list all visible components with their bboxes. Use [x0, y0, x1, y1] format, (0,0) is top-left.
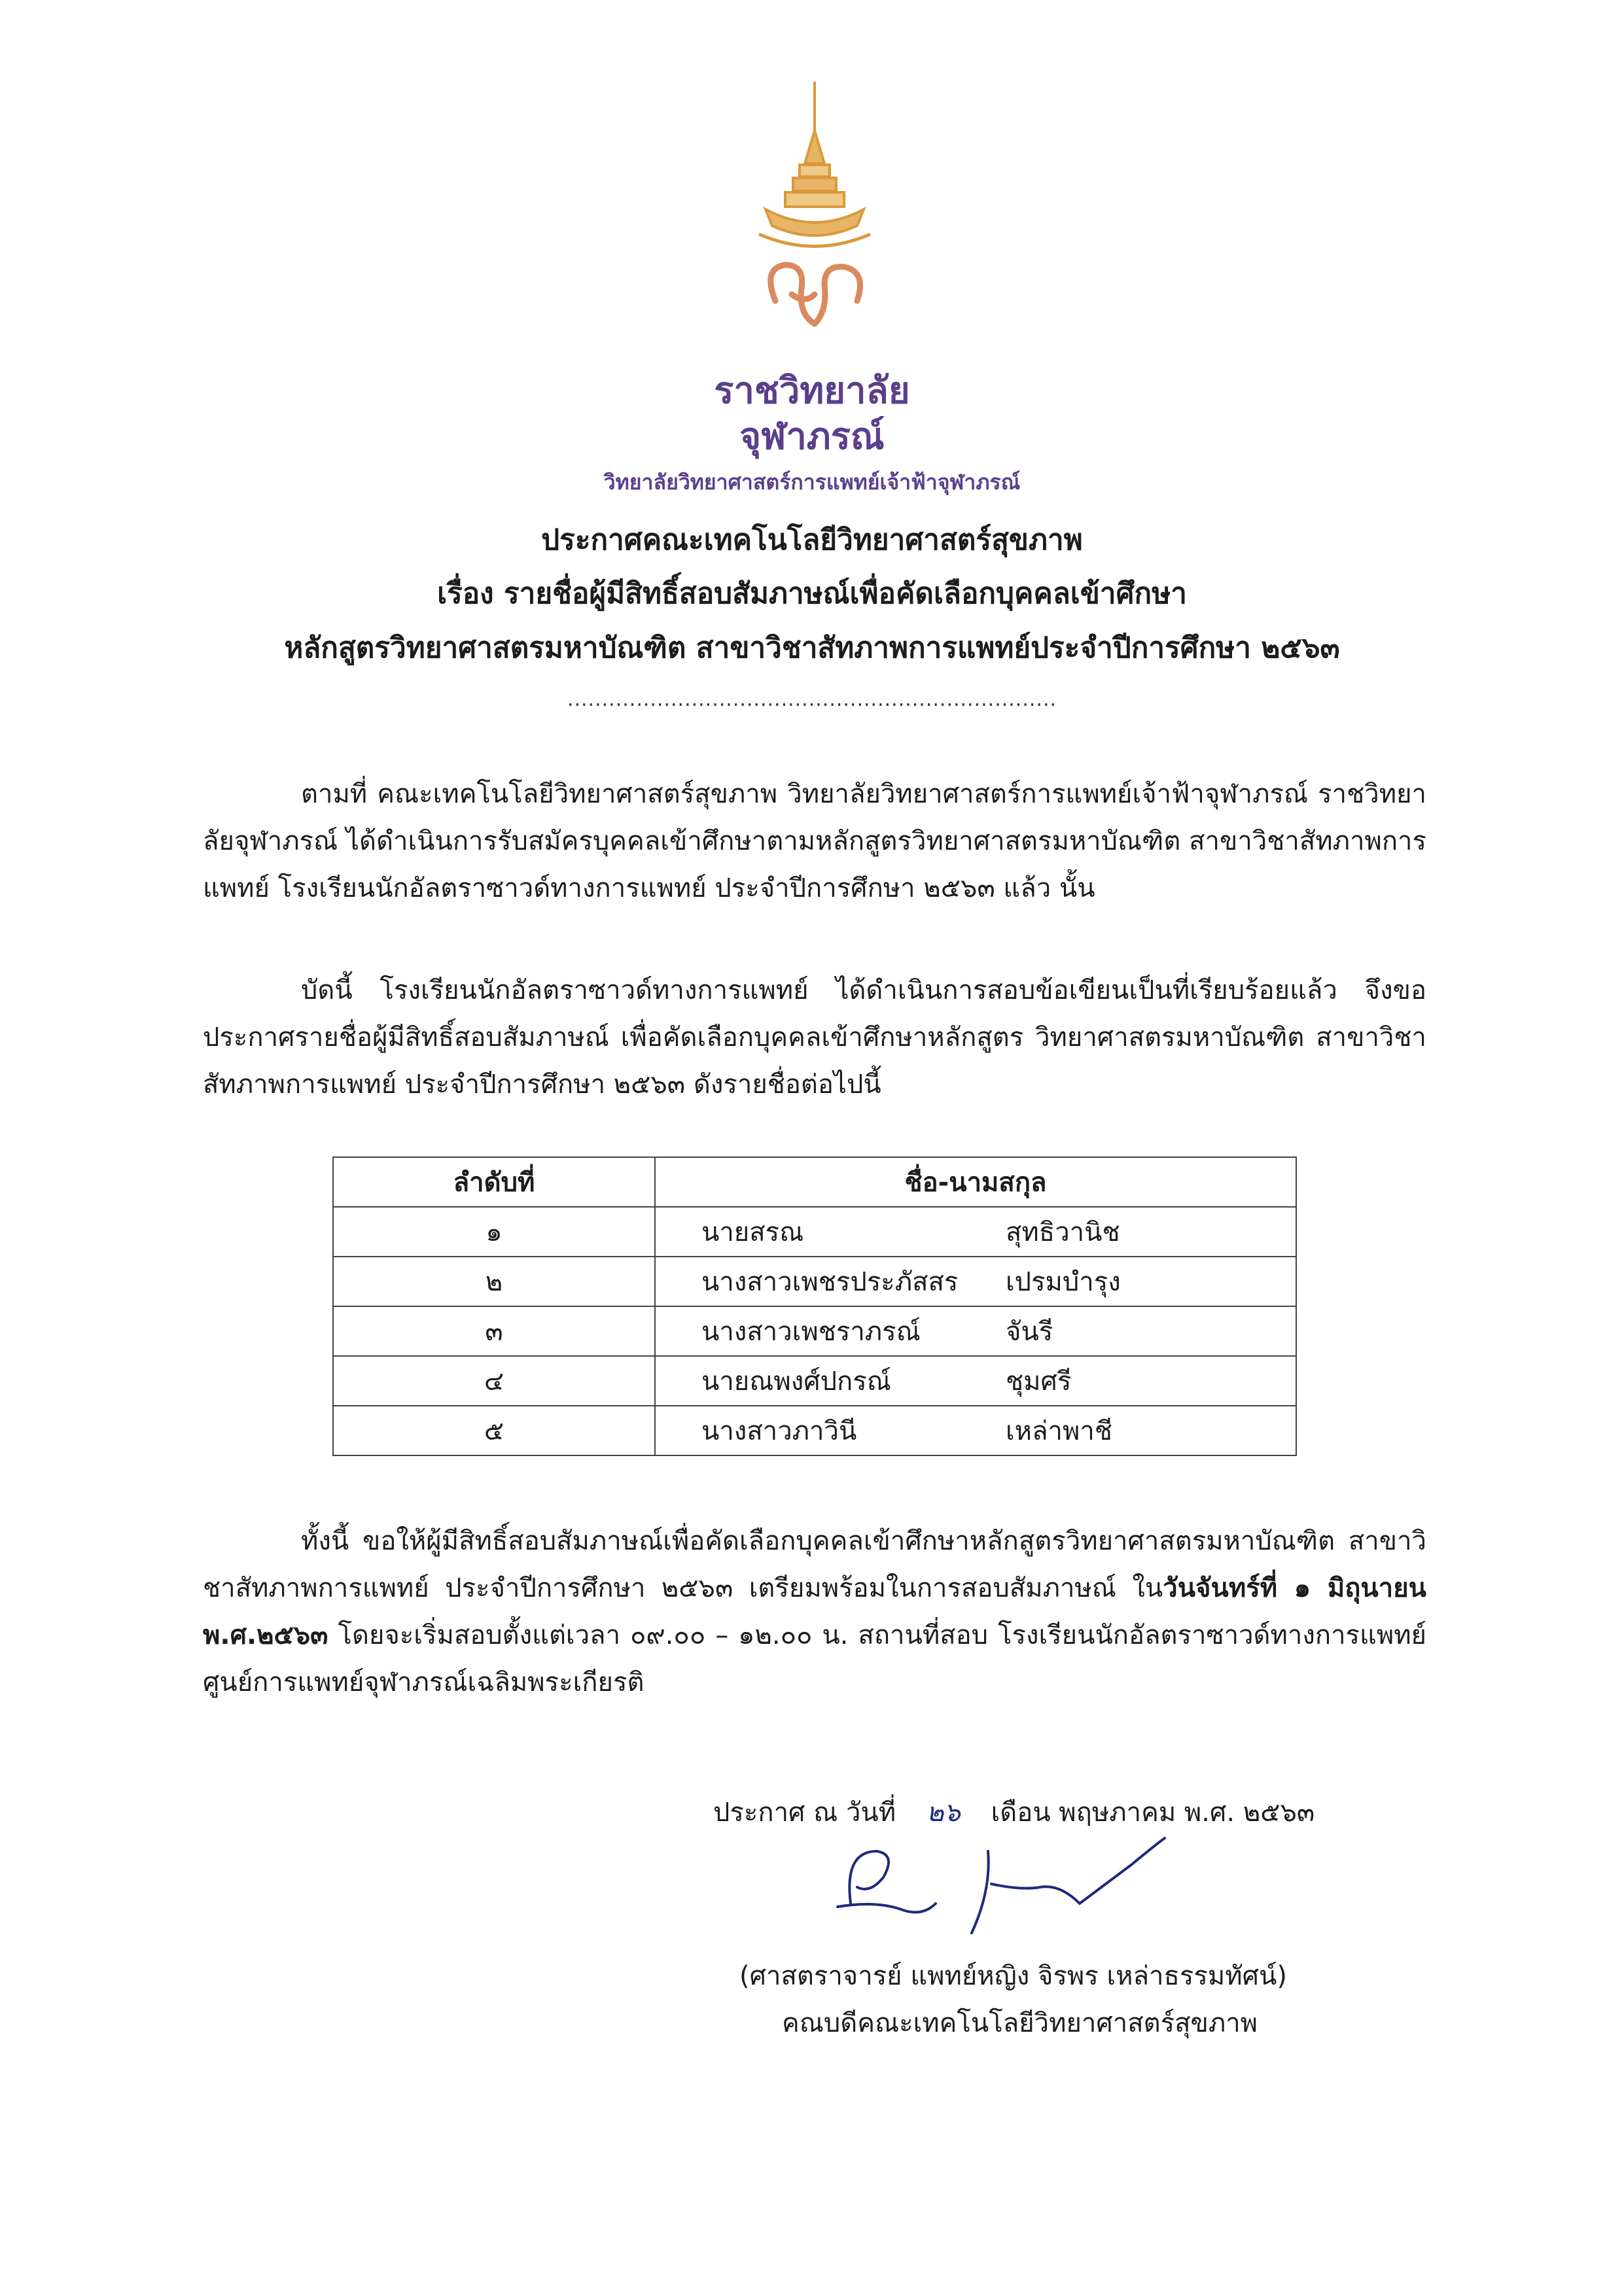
paragraph-instructions	[203, 1518, 1426, 1706]
first-name: นางสาวเพชราภรณ์	[701, 1317, 921, 1347]
row-number: ๓	[333, 1306, 655, 1356]
announcement-program: หลักสูตรวิทยาศาสตรมหาบัณฑิต สาขาวิชาสัทภาพการแพทย์ประจำปีการศึกษา ๒๕๖๓	[284, 631, 1340, 665]
last-name: เหล่าพาชี	[1006, 1416, 1112, 1446]
announcement-subject: เรื่อง รายชื่อผู้มีสิทธิ์สอบสัมภาษณ์เพื่อคัดเลือกบุคคลเข้าศึกษา	[437, 577, 1187, 610]
announce-suffix: เดือน พฤษภาคม พ.ศ. ๒๕๖๓	[991, 1798, 1315, 1828]
row-name	[655, 1306, 1296, 1356]
signer-position: คณบดีคณะเทคโนโลยีวิทยาศาสตร์สุขภาพ	[782, 2008, 1258, 2038]
candidate-table	[332, 1157, 1297, 1456]
paragraph-background: ตามที่ คณะเทคโนโลยีวิทยาศาสตร์สุขภาพ วิทยาลัยวิทยาศาสตร์การแพทย์เจ้าฟ้าจุฬาภรณ์ ราชวิทยาลัยจุฬาภรณ์ ได้ดำเนินการรับสมัครบุคคลเข้าศึกษาตามหลักสูตรวิทยาศาสตรมหาบัณฑิต สาขาวิชาสัทภาพการแพทย์ โรงเรียนนักอัลตราซาวด์ทางการแพทย์ ประจำปีการศึกษา ๒๕๖๓ แล้ว นั้น	[203, 779, 1426, 903]
row-name	[655, 1406, 1296, 1455]
table-row	[333, 1207, 1296, 1257]
last-name: จันรี	[1006, 1317, 1053, 1347]
royal-crown-emblem-icon	[752, 78, 877, 340]
last-name: ชุมศรี	[1006, 1366, 1072, 1397]
handwritten-signature	[824, 1825, 1217, 1949]
announce-prefix: ประกาศ ณ วันที่	[713, 1798, 896, 1828]
announce-day: ๒๖	[926, 1798, 961, 1828]
paragraph-announcement: บัดนี้ โรงเรียนนักอัลตราซาวด์ทางการแพทย์ ได้ดำเนินการสอบข้อเขียนเป็นที่เรียบร้อยแล้ว จึงขอประกาศรายชื่อผู้มีสิทธิ์สอบสัมภาษณ์ เพื่อคัดเลือกบุคคลเข้าศึกษาหลักสูตร วิทยาศาสตรมหาบัณฑิต สาขาวิชาสัทภาพการแพทย์ ประจำปีการศึกษา ๒๕๖๓ ดังรายชื่อต่อไปนี้	[203, 975, 1426, 1100]
column-header-name: ชื่อ-นามสกุล	[655, 1157, 1296, 1207]
table-header-row	[333, 1157, 1296, 1207]
column-header-order: ลำดับที่	[333, 1157, 655, 1207]
row-number: ๔	[333, 1356, 655, 1406]
institution-name-line1: ราชวิทยาลัย	[714, 370, 910, 412]
row-number: ๒	[333, 1257, 655, 1306]
row-number: ๑	[333, 1207, 655, 1257]
announcement-title: ประกาศคณะเทคโนโลยีวิทยาศาสตร์สุขภาพ	[541, 523, 1083, 557]
row-name	[655, 1356, 1296, 1406]
title-separator: .......................................................................	[567, 688, 1057, 711]
first-name: นายณพงศ์ปกรณ์	[701, 1366, 891, 1397]
table-row	[333, 1356, 1296, 1406]
row-name	[655, 1257, 1296, 1306]
signer-name: (ศาสตราจารย์ แพทย์หญิง จิรพร เหล่าธรรมทัศน์)	[739, 1961, 1287, 1991]
table-row	[333, 1306, 1296, 1356]
last-name: สุทธิวานิช	[1006, 1217, 1120, 1247]
interview-date: วันจันทร์ที่ ๑ มิถุนายน พ.ศ.๒๕๖๓	[203, 1573, 1426, 1650]
table-row	[333, 1406, 1296, 1455]
table-row	[333, 1257, 1296, 1306]
instructions-text: ทั้งนี้ ขอให้ผู้มีสิทธิ์สอบสัมภาษณ์เพื่อคัดเลือกบุคคลเข้าศึกษาหลักสูตรวิทยาศาสตรมหาบัณฑิต สาขาวิชาสัทภาพการแพทย์ ประจำปีการศึกษา ๒๕๖๓ เตรียมพร้อมในการสอบสัมภาษณ์ ใน	[203, 1526, 1426, 1603]
first-name: นางสาวภาวินี	[701, 1416, 857, 1446]
first-name: นายสรณ	[701, 1217, 804, 1247]
first-name: นางสาวเพชรประภัสสร	[701, 1267, 959, 1297]
row-number: ๕	[333, 1406, 655, 1455]
last-name: เปรมบำรุง	[1006, 1267, 1121, 1297]
institution-name-line2: จุฬาภรณ์	[739, 415, 885, 458]
row-name	[655, 1207, 1296, 1257]
instructions-text-continued: โดยจะเริ่มสอบตั้งแต่เวลา ๐๙.๐๐ – ๑๒.๐๐ น. สถานที่สอบ โรงเรียนนักอัลตราซาวด์ทางการแพทย์ ศูนย์การแพทย์จุฬาภรณ์เฉลิมพระเกียรติ	[203, 1620, 1426, 1697]
faculty-name: วิทยาลัยวิทยาศาสตร์การแพทย์เจ้าฟ้าจุฬาภรณ์	[603, 470, 1021, 495]
